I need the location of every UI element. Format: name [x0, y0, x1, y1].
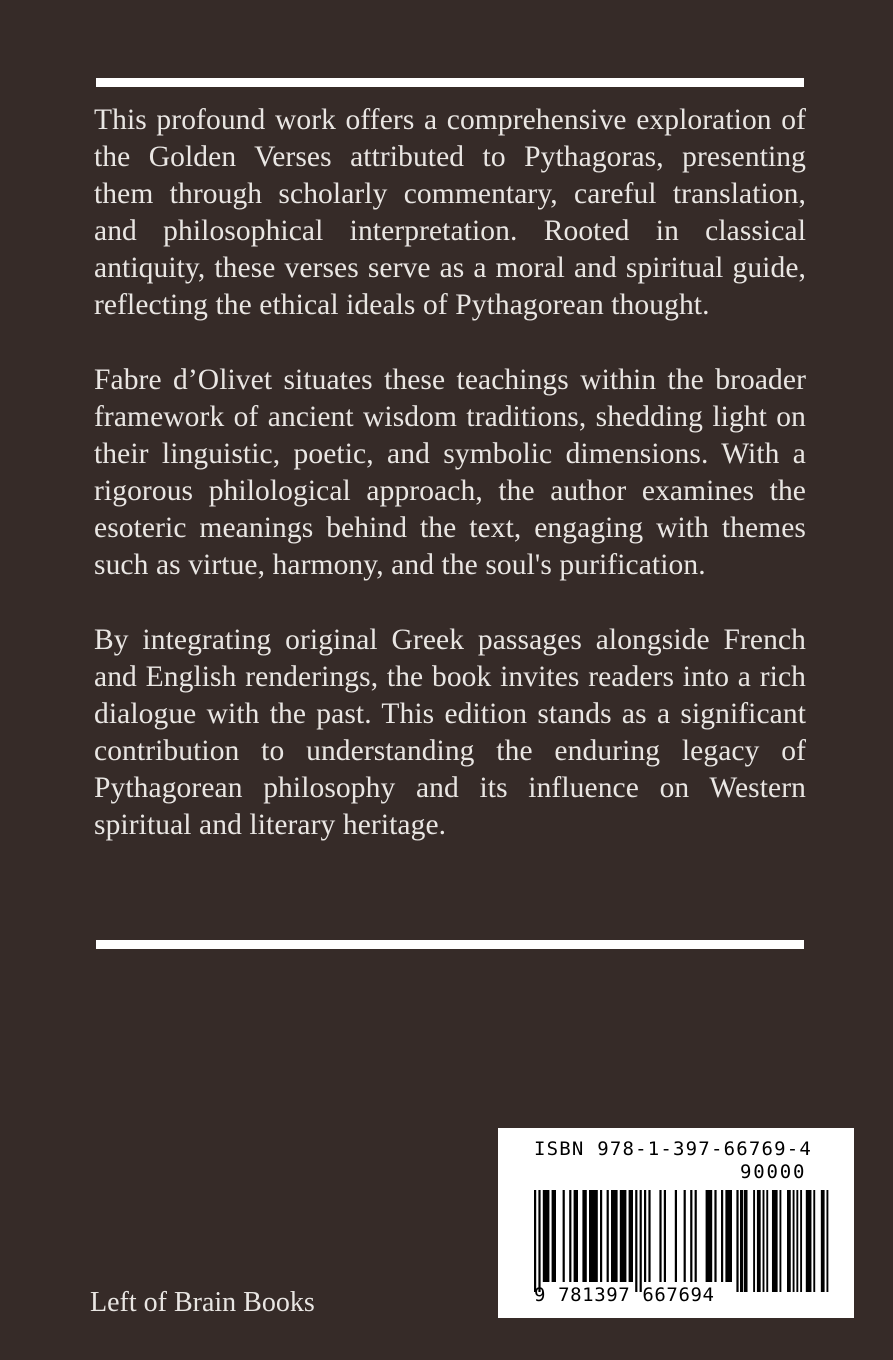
barcode-bar-4 — [563, 1190, 565, 1282]
barcode-bar-2 — [543, 1190, 550, 1282]
barcode-bar-0 — [534, 1190, 536, 1292]
addon-bar-7 — [779, 1190, 781, 1292]
addon-bar-3 — [757, 1190, 761, 1292]
addon-bar-8 — [787, 1190, 791, 1292]
barcode-bar-12 — [620, 1190, 627, 1282]
addon-bar-2 — [753, 1190, 755, 1292]
addon-bar-5 — [766, 1190, 768, 1292]
barcode-bar-10 — [607, 1190, 609, 1282]
barcode-bar-1 — [538, 1190, 540, 1292]
barcode-bar-3 — [552, 1190, 556, 1282]
barcode-bar-27 — [725, 1190, 732, 1282]
barcode-bar-22 — [690, 1190, 692, 1282]
blurb-paragraph-3: By integrating original Greek passages alongside French and English renderings, the book invites readers into a rich dialogue with the past. This edition stands as a significant contribution to understanding the enduring legacy of Pythagorean philosophy and its influence on Western spiritual and literary heritage. — [94, 624, 806, 841]
addon-bar-12 — [806, 1190, 812, 1292]
barcode-bar-26 — [721, 1190, 723, 1282]
barcode-bar-24 — [706, 1190, 713, 1282]
barcode-bar-18 — [659, 1190, 661, 1282]
isbn-label: ISBN 978-1-397-66769-4 — [534, 1138, 813, 1160]
addon-bar-13 — [813, 1190, 815, 1292]
barcode-bar-17 — [648, 1190, 650, 1282]
addon-bar-14 — [821, 1190, 825, 1292]
price-code: 90000 — [740, 1161, 807, 1183]
barcode-bar-28 — [736, 1190, 738, 1292]
barcode-bar-13 — [629, 1190, 633, 1282]
addon-bar-4 — [763, 1190, 765, 1292]
addon-bar-6 — [772, 1190, 778, 1292]
addon-bar-1 — [744, 1190, 748, 1292]
publisher-name: Left of Brain Books — [90, 1287, 315, 1318]
addon-bar-0 — [740, 1190, 742, 1292]
bottom-divider-rule — [96, 940, 804, 949]
barcode-bar-7 — [582, 1190, 586, 1282]
ean-digits: 9 781397 667694 — [534, 1284, 715, 1306]
barcode-bar-15 — [640, 1190, 642, 1292]
barcode-bar-16 — [644, 1190, 646, 1282]
top-divider-rule — [96, 78, 804, 87]
barcode-bar-11 — [611, 1190, 618, 1282]
addon-bar-10 — [796, 1190, 798, 1292]
blurb-paragraph-2: Fabre d’Olivet situates these teachings within the broader framework of ancient wisdom traditions, shedding light on their linguistic, poetic, and symbolic dimensions. With a rigorous philological approach, the author examines the esoteric meanings behind the text, engaging with themes such as virtue, harmony, and the soul's purification. — [94, 364, 806, 581]
back-cover-blurb — [94, 102, 806, 844]
barcode-bar-14 — [635, 1190, 637, 1292]
barcode-bar-25 — [714, 1190, 716, 1282]
barcode-bar-9 — [600, 1190, 602, 1282]
barcode-bar-20 — [675, 1190, 677, 1282]
barcode-bar-8 — [589, 1190, 598, 1282]
addon-bar-11 — [800, 1190, 802, 1292]
addon-bar-9 — [793, 1190, 795, 1292]
isbn-barcode-panel — [498, 1128, 854, 1318]
barcode-bar-19 — [664, 1190, 666, 1282]
barcode-bar-21 — [684, 1190, 686, 1282]
barcode-bar-6 — [574, 1190, 578, 1282]
barcode-bar-23 — [695, 1190, 697, 1282]
addon-bar-15 — [826, 1190, 828, 1292]
barcode-bar-5 — [569, 1190, 571, 1282]
blurb-paragraph-1: This profound work offers a comprehensive exploration of the Golden Verses attributed to Pythagoras, presenting them through scholarly commentary, careful translation, and philosophical interpretation. Rooted in classical antiquity, these verses serve as a moral and spiritual guide, reflecting the ethical ideals of Pythagorean thought. — [94, 104, 806, 321]
